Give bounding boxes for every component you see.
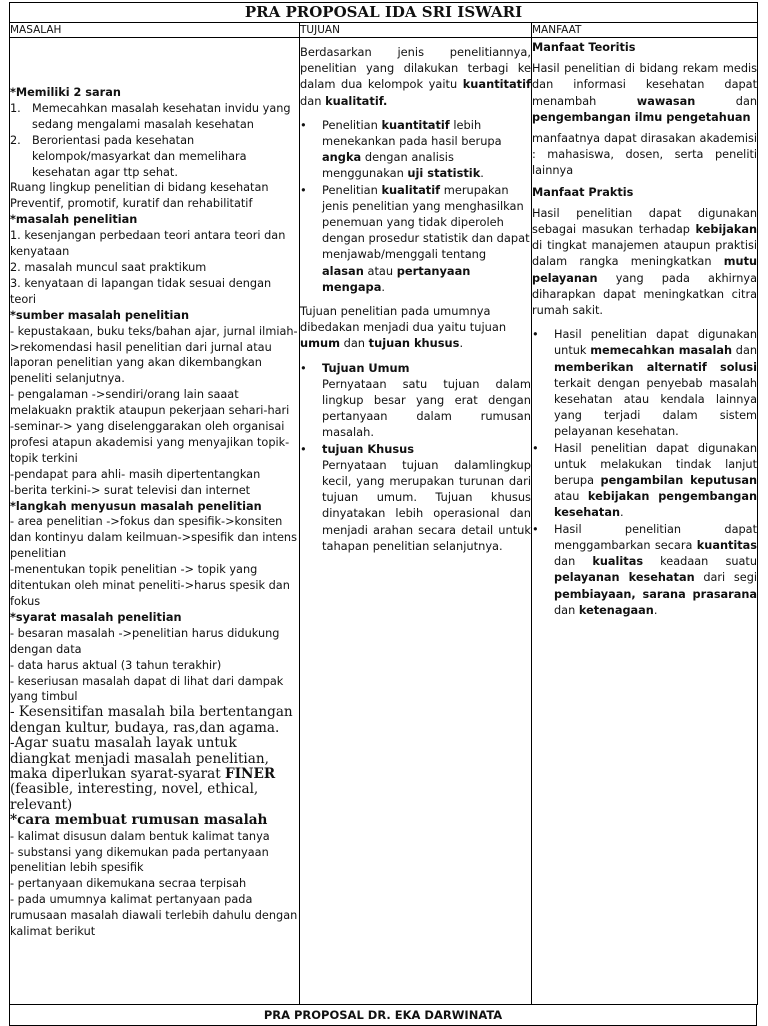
- list-item: • Hasil penelitian dapat menggambarkan secara kuantitas dan kualitas keadaan suatu pelayanan kesehatan dari segi pembiayaan, sarana prasarana dan ketenagaan.: [532, 522, 758, 617]
- text-line: -menentukan topik penelitian -> topik yang ditentukan oleh minat peneliti->harus spesik dan fokus: [10, 563, 290, 608]
- text-line: - pada umumnya kalimat pertanyaan pada rumusaan masalah diawali terlebih dahulu dengan kalimat berikut: [10, 893, 298, 939]
- manfaat-paragraph: Hasil penelitian di bidang rekam medis dan informasi kesehatan dapat menambah wawasan dan pengembangan ilmu pengetahuan: [532, 62, 758, 124]
- text-line: - area penelitian ->fokus dan spesifik->konsiten dan kontinyu dalam keilmuan->spesifik dan intens penelitian: [10, 515, 297, 561]
- list-item: 2. Berorientasi pada kesehatan kelompok/masyarkat dan memelihara kesehatan agar ttp sehat.: [10, 133, 247, 179]
- text-line: - substansi yang dikemukan pada pertanyaan penelitian lebih spesifik: [10, 845, 269, 875]
- list-item: 1. Memecahkan masalah kesehatan invidu yang sedang mengalami masalah kesehatan: [10, 101, 291, 131]
- section-heading: *cara membuat rumusan masalah: [10, 812, 268, 829]
- text-line: -seminar-> yang diselenggarakan oleh organisai profesi atapun akademisi yang menyajikan topik-topik terkini: [10, 420, 290, 465]
- manfaat-paragraph: Hasil penelitian dapat digunakan sebagai masukan terhadap kebijakan di tingkat manajemen ataupun praktisi dalam rangka meningkatkan mutu pelayanan yang pada akhirnya diharapkan dapat meningkatkan citra rumah sakit.: [532, 206, 758, 318]
- text-line: 1. kesenjangan perbedaan teori antara teori dan kenyataan: [10, 229, 286, 259]
- list-item: • tujuan Khusus Pernyataan tujuan dalamlingkup kecil, yang merupakan turunan dari tujuan umum. Tujuan khusus dinyatakan lebih operasional dan menjadi arahan secara detail untuk tahapan penelitian selanjutnya.: [300, 441, 531, 553]
- header-tujuan: TUJUAN: [300, 23, 532, 38]
- footer-title: PRA PROPOSAL DR. EKA DARWINATA: [9, 1005, 757, 1026]
- section-heading: Manfaat Teoritis: [532, 41, 636, 54]
- tujuan-umum-heading: Tujuan Umum: [322, 360, 410, 375]
- saran-heading: *Memiliki 2 saran: [10, 86, 121, 99]
- text-line: 2. masalah muncul saat praktikum: [10, 260, 207, 274]
- text-line: - kalimat disusun dalam bentuk kalimat tanya: [10, 829, 270, 843]
- text-line: - besaran masalah ->penelitian harus didukung dengan data: [10, 626, 280, 656]
- text-line: - kepustakaan, buku teks/bahan ajar, jurnal ilmiah->rekomendasi hasil penelitian dari jurnal atau laporan penelitian yang akan dikembangkan peneliti selanjutnya.: [10, 324, 298, 386]
- proposal-table: [9, 2, 758, 1005]
- tujuan-khusus-heading: tujuan Khusus: [322, 441, 415, 456]
- text-line: - keseriusan masalah dapat di lihat dari dampak yang timbul: [10, 674, 284, 704]
- section-heading: Manfaat Praktis: [532, 185, 634, 199]
- header-manfaat: MANFAAT: [532, 23, 758, 38]
- text-line: Preventif, promotif, kuratif dan rehabilitatif: [10, 197, 253, 211]
- text-line: - Kesensitifan masalah bila bertentangan dengan kultur, budaya, ras,dan agama.: [10, 704, 293, 736]
- list-item: • Hasil penelitian dapat digunakan untuk melakukan tindak lanjut berupa pengambilan keputusan atau kebijakan pengembangan kesehatan.: [532, 441, 758, 520]
- manfaat-paragraph: manfaatnya dapat dirasakan akademisi : mahasiswa, dosen, serta peneliti lainnya: [532, 132, 758, 178]
- text-line: Ruang lingkup penelitian di bidang kesehatan: [10, 181, 269, 195]
- list-item: • Tujuan Umum Pernyataan satu tujuan dalam lingkup besar yang erat dengan pertanyaan dalam rumusan masalah.: [300, 360, 531, 440]
- text-line: - pengalaman ->sendiri/orang lain saaat melakuakn praktik ataupun pekerjaan sehari-hari: [10, 388, 290, 418]
- text-line: - data harus aktual (3 tahun terakhir): [10, 658, 222, 672]
- header-masalah: MASALAH: [10, 23, 300, 38]
- text-line: - pertanyaan dikemukana secraa terpisah: [10, 877, 247, 891]
- text-line: -berita terkini-> surat televisi dan internet: [10, 483, 251, 497]
- tujuan-paragraph: Tujuan penelitian pada umumnya dibedakan menjadi dua yaitu tujuan umum dan tujuan khusus.: [300, 304, 507, 351]
- tujuan-column: [300, 38, 532, 1005]
- list-item: • Penelitian kuantitatif lebih menekankan pada hasil berupa angka dengan analisis menggunakan uji statistik.: [300, 117, 502, 181]
- list-item: • Hasil penelitian dapat digunakan untuk memecahkan masalah dan memberikan alternatif solusi terkait dengan penyebab masalah kesehatan atau kendala lainnya yang terjadi dalam sistem pelayanan kesehatan.: [532, 328, 758, 439]
- text-line: -pendapat para ahli- masih dipertentangkan: [10, 467, 261, 481]
- list-item: • Penelitian kualitatif merupakan jenis penelitian yang menghasilkan penemuan yang tidak diperoleh dengan prosedur statistik dan dapat menjawab/menggali tentang alasan atau pertanyaan mengapa.: [300, 182, 530, 294]
- masalah-column: [10, 38, 300, 1005]
- tujuan-intro: Berdasarkan jenis penelitiannya, penelitian yang dilakukan terbagi ke dalam dua kelompok yaitu kuantitatif dan kualitatif.: [300, 45, 531, 108]
- finer-paragraph: -Agar suatu masalah layak untuk diangkat menjadi masalah penelitian, maka diperlukan syarat-syarat FINER (feasible, interesting, novel, ethical, relevant): [10, 735, 276, 813]
- section-heading: *langkah menyusun masalah penelitian: [10, 499, 262, 513]
- section-heading: *masalah penelitian: [10, 213, 138, 227]
- document-title: PRA PROPOSAL IDA SRI ISWARI: [10, 3, 758, 23]
- section-heading: *syarat masalah penelitian: [10, 610, 182, 624]
- text-line: 3. kenyataan di lapangan tidak sesuai dengan teori: [10, 276, 272, 306]
- document-page: [9, 2, 757, 1026]
- manfaat-column: [532, 38, 758, 1005]
- section-heading: *sumber masalah penelitian: [10, 308, 190, 322]
